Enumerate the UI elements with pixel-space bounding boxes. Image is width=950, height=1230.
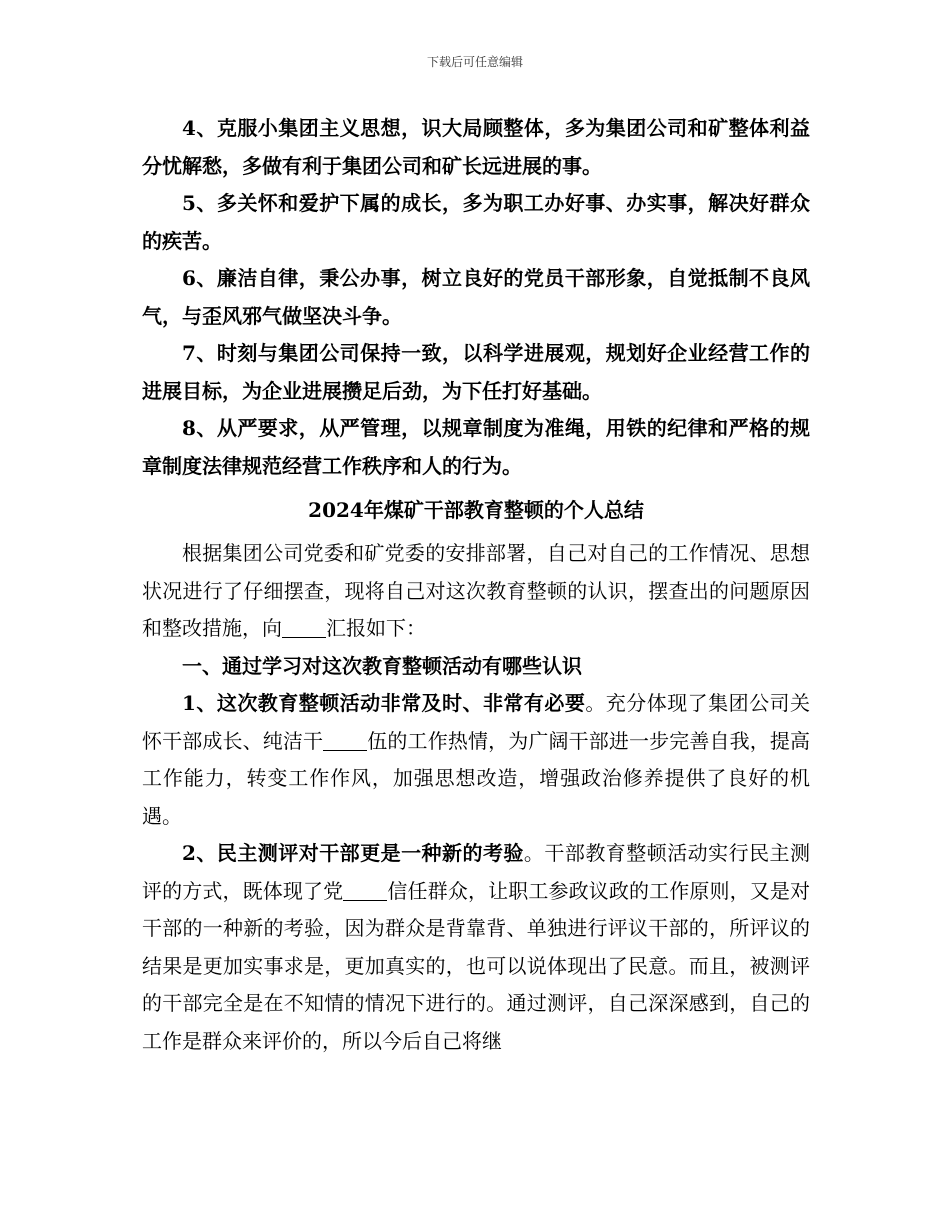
section-title: 2024年煤矿干部教育整顿的个人总结 — [308, 498, 644, 522]
list-item: 6、廉洁自律，秉公办事，树立良好的党员干部形象，自觉抵制不良风气，与歪风邪气做坚决斗争。 — [142, 266, 810, 328]
blank-underline — [343, 880, 387, 901]
list-item: 7、时刻与集团公司保持一致，以科学进展观，规划好企业经营工作的进展目标，为企业进展攒足后劲，为下任打好基础。 — [142, 341, 810, 403]
point-2-paragraph — [142, 835, 810, 1060]
intro-text-end: 汇报如下： — [326, 616, 426, 640]
header-note: 下载后可任意编辑 — [426, 55, 523, 69]
blank-underline — [323, 730, 367, 751]
intro-paragraph — [142, 535, 810, 648]
point-2-body: 。干部教育整顿活动实行民主测评的方式，既体现了党 — [142, 841, 811, 903]
point-1-lead: 1、这次教育整顿活动非常及时、非常有必要 — [182, 691, 586, 715]
list-item: 5、多关怀和爱护下属的成长，多为职工办好事、办实事，解决好群众的疾苦。 — [142, 191, 810, 253]
list-item: 8、从严要求，从严管理，以规章制度为准绳，用铁的纪律和严格的规章制度法律规范经营工作秩序和人的行为。 — [142, 416, 810, 478]
point-1-body-end: 伍的工作热情，为广阔干部进一步完善自我，提高工作能力，转变工作作风，加强思想改造，增强政治修养提供了良好的机遇。 — [142, 728, 811, 828]
intro-text: 根据集团公司党委和矿党委的安排部署，自己对自己的工作情况、思想状况进行了仔细摆查，现将自己对这次教育整顿的认识，摆查出的问题原因和整改措施，向 — [142, 541, 810, 640]
point-1-paragraph — [142, 685, 810, 835]
blank-underline — [282, 617, 326, 638]
document-body — [142, 110, 810, 1060]
point-2-lead: 2、民主测评对干部更是一种新的考验 — [182, 841, 524, 865]
heading-1: 一、通过学习对这次教育整顿活动有哪些认识 — [182, 653, 582, 678]
point-1-body: 。充分体现了集团公司关怀干部成长、纯洁干 — [142, 691, 811, 753]
point-2-body-end: 信任群众，让职工参政议政的工作原则，又是对干部的一种新的考验，因为群众是背靠背、单独进行评议干部的，所评议的结果是更加实事求是，更加真实的，也可以说体现出了民意。而且，被测评的干部完全是在不知情的情况下进行的。通过测评，自己深深感到，自己的工作是群众来评价的，所以今后自己将继 — [142, 878, 811, 1053]
list-item: 4、克服小集团主义思想，识大局顾整体，多为集团公司和矿整体利益分忧解愁，多做有利于集团公司和矿长远进展的事。 — [142, 116, 810, 178]
